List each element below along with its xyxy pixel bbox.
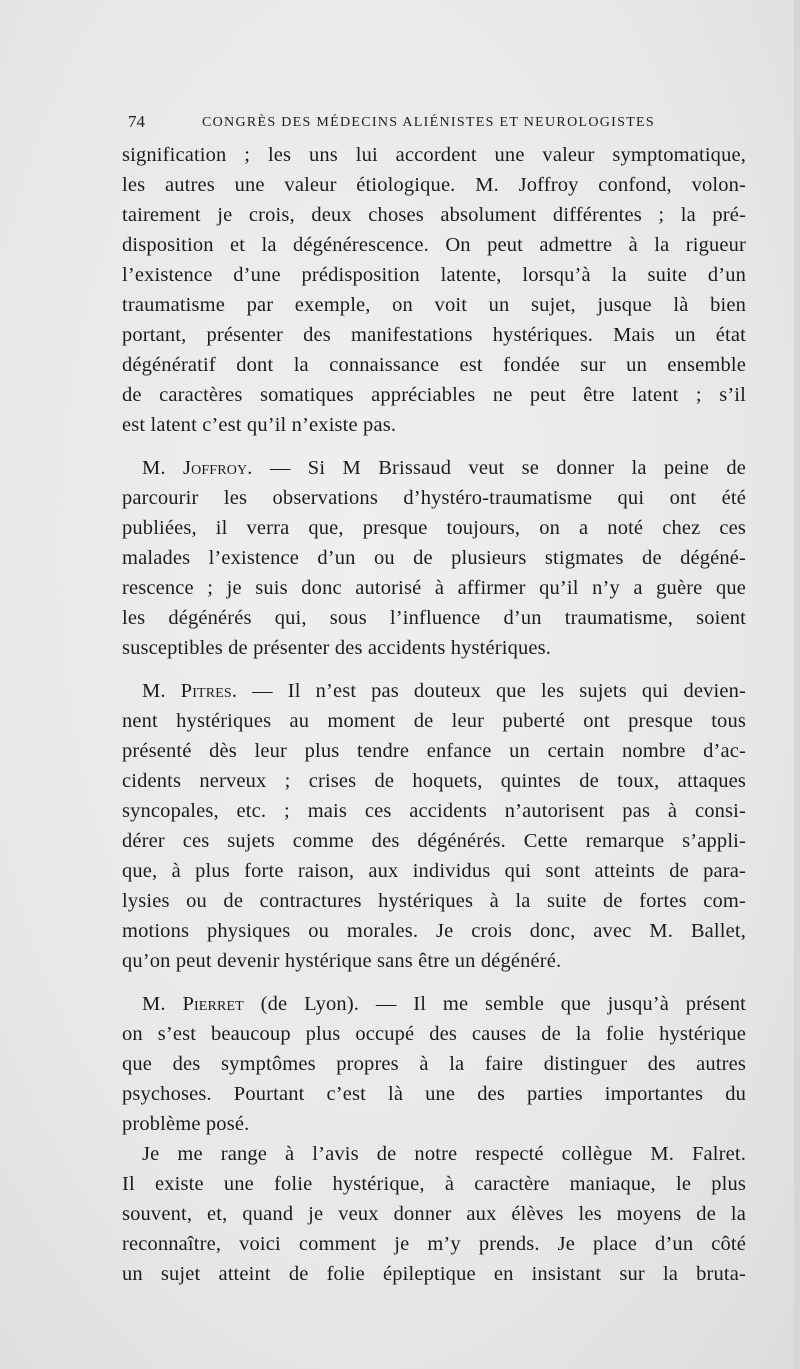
speaker-prefix: M. (142, 993, 183, 1015)
text-line: que, à plus forte raison, aux individus qui sont atteints de para- (122, 860, 746, 882)
text-line: cidents nerveux ; crises de hoquets, quintes de toux, attaques (122, 770, 746, 792)
speaker-line (122, 989, 746, 1019)
text-line: psychoses. Pourtant c’est là une des parties importantes du (122, 1083, 746, 1105)
paragraph-gap (122, 663, 746, 676)
text-line: dérer ces sujets comme des dégénérés. Cette remarque s’appli- (122, 830, 746, 852)
text-line: nent hystériques au moment de leur puberté ont presque tous (122, 710, 746, 732)
text-line: l’existence d’une prédisposition latente, lorsqu’à la suite d’un (122, 264, 746, 286)
page-edge-shadow (794, 0, 800, 1369)
speaker-prefix: M. (142, 680, 181, 702)
text-line: souvent, et, quand je veux donner aux élèves les moyens de la (122, 1203, 746, 1225)
text-line: un sujet atteint de folie épileptique en insistant sur la bruta- (122, 1263, 746, 1285)
text-line: disposition et la dégénérescence. On peut admettre à la rigueur (122, 234, 746, 256)
text-line: rescence ; je suis donc autorisé à affirmer qu’il n’y a guère que (122, 577, 746, 599)
text-line: malades l’existence d’un ou de plusieurs stigmates de dégéné- (122, 547, 746, 569)
paragraph-gap (122, 440, 746, 453)
text-line: est latent c’est qu’il n’existe pas. (122, 414, 397, 436)
text-line: on s’est beaucoup plus occupé des causes de la folie hystérique (122, 1023, 746, 1045)
text-line: syncopales, etc. ; mais ces accidents n’autorisent pas à consi- (122, 800, 746, 822)
text-line: les dégénérés qui, sous l’influence d’un traumatisme, soient (122, 607, 746, 629)
page-number: 74 (128, 112, 145, 131)
text-line: les autres une valeur étiologique. M. Joffroy confond, volon- (122, 174, 746, 196)
text-line: que des symptômes propres à la faire distinguer des autres (122, 1053, 746, 1075)
running-header (128, 112, 688, 138)
paragraph-gap (122, 976, 746, 989)
body-text (122, 140, 746, 1289)
text-line: Je me range à l’avis de notre respecté collègue M. Falret. (142, 1143, 746, 1165)
speaker-name: Joffroy. (182, 457, 253, 479)
speaker-text: — Il n’est pas douteux que les sujets qui devien- (237, 680, 746, 702)
running-title: CONGRÈS DES MÉDECINS ALIÉNISTES ET NEUROLOGISTES (202, 115, 655, 130)
speaker-line (122, 676, 746, 706)
text-line: problème posé. (122, 1113, 250, 1135)
text-line: lysies ou de contractures hystériques à la suite de fortes com- (122, 890, 746, 912)
text-line: parcourir les observations d’hystéro-traumatisme qui ont été (122, 487, 746, 509)
text-line: présenté dès leur plus tendre enfance un certain nombre d’ac- (122, 740, 746, 762)
text-line: susceptibles de présenter des accidents hystériques. (122, 637, 552, 659)
speaker-line (122, 453, 746, 483)
speaker-text: — Si M Brissaud veut se donner la peine de (252, 457, 746, 479)
speaker-name: Pitres. (180, 680, 238, 702)
text-line: Il existe une folie hystérique, à caractère maniaque, le plus (122, 1173, 746, 1195)
text-line: portant, présenter des manifestations hystériques. Mais un état (122, 324, 746, 346)
text-line: qu’on peut devenir hystérique sans être un dégénéré. (122, 950, 562, 972)
speaker-prefix: M. (142, 457, 183, 479)
text-line: de caractères somatiques appréciables ne peut être latent ; s’il (122, 384, 746, 406)
text-line: tairement je crois, deux choses absolument différentes ; la pré- (122, 204, 746, 226)
text-line: dégénératif dont la connaissance est fondée sur un ensemble (122, 354, 746, 376)
text-line: traumatisme par exemple, on voit un sujet, jusque là bien (122, 294, 746, 316)
speaker-name: Pierret (182, 993, 244, 1015)
speaker-text: (de Lyon). — Il me semble que jusqu’à présent (243, 993, 746, 1015)
text-line: signification ; les uns lui accordent une valeur symptomatique, (122, 144, 746, 166)
text-line: reconnaître, voici comment je m’y prends. Je place d’un côté (122, 1233, 746, 1255)
text-line: publiées, il verra que, presque toujours, on a noté chez ces (122, 517, 746, 539)
text-line: motions physiques ou morales. Je crois donc, avec M. Ballet, (122, 920, 746, 942)
